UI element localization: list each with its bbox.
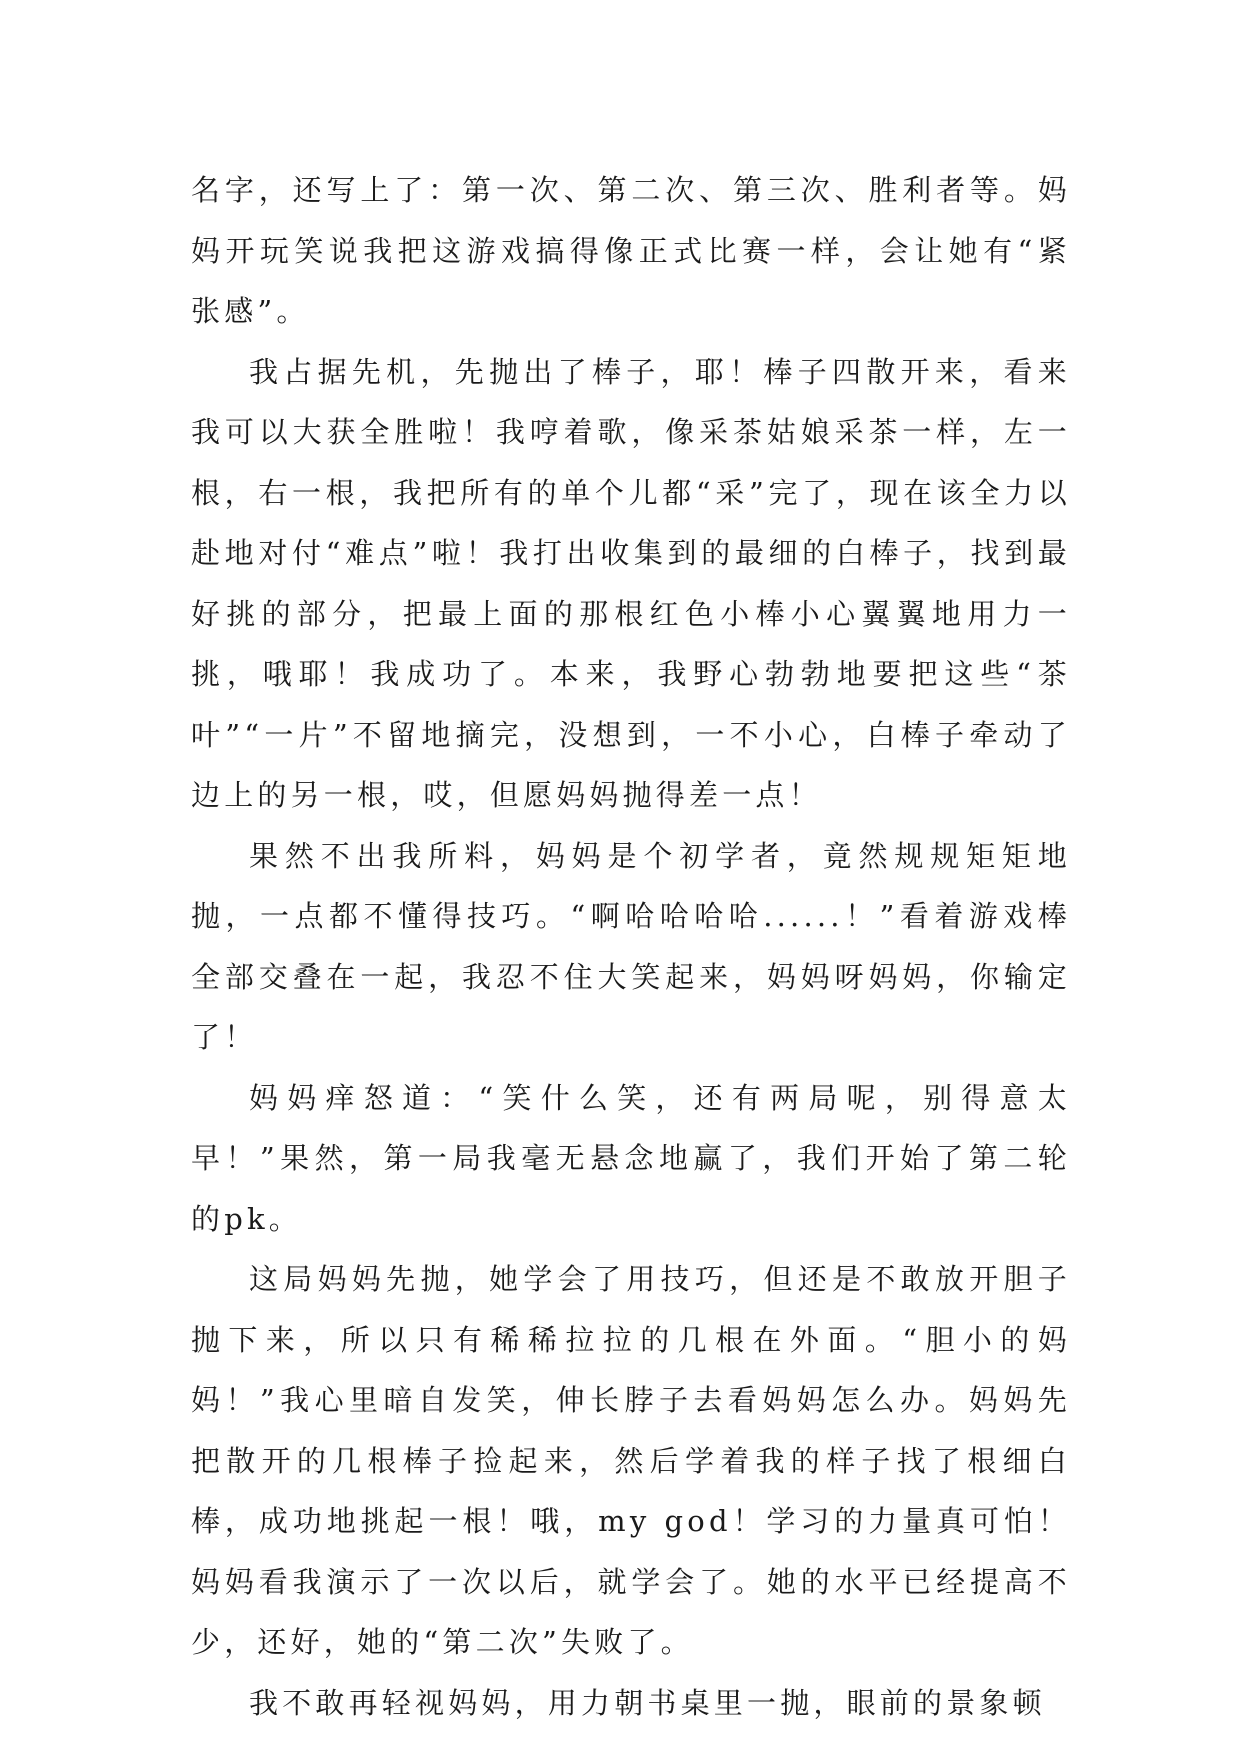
paragraph-3: 果然不出我所料，妈妈是个初学者，竟然规规矩矩地抛，一点都不懂得技巧。“啊哈哈哈哈......！”看着游戏棒全部交叠在一起，我忍不住大笑起来，妈妈呀妈妈，你输定了！	[191, 838, 1071, 1054]
paragraph-2: 我占据先机，先抛出了棒子，耶！棒子四散开来，看来我可以大获全胜啦！我哼着歌，像采茶姑娘采茶一样，左一根，右一根，我把所有的单个儿都“采”完了，现在该全力以赴地对付“难点”啦！我打出收集到的最细的白棒子，找到最好挑的部分，把最上面的那根红色小棒小心翼翼地用力一挑，哦耶！我成功了。本来，我野心勃勃地要把这些“茶叶”“一片”不留地摘完，没想到，一不小心，白棒子牵动了边上的另一根，哎，但愿妈妈抛得差一点！	[191, 354, 1071, 812]
paragraph-1: 名字，还写上了：第一次、第二次、第三次、胜利者等。妈妈开玩笑说我把这游戏搞得像正式比赛一样，会让她有“紧张感”。	[191, 173, 1071, 328]
paragraph-5: 这局妈妈先抛，她学会了用技巧，但还是不敢放开胆子抛下来，所以只有稀稀拉拉的几根在外面。“胆小的妈妈！”我心里暗自发笑，伸长脖子去看妈妈怎么办。妈妈先把散开的几根棒子捡起来，然后学着我的样子找了根细白棒，成功地挑起一根！哦，my god！学习的力量真可怕！妈妈看我演示了一次以后，就学会了。她的水平已经提高不少，还好，她的“第二次”失败了。	[191, 1262, 1071, 1659]
document-body	[191, 160, 1071, 1733]
paragraph-6: 我不敢再轻视妈妈，用力朝书桌里一抛，眼前的景象顿	[249, 1685, 1046, 1720]
paragraph-4: 妈妈痒怒道：“笑什么笑，还有两局呢，别得意太早！”果然，第一局我毫无悬念地赢了，我们开始了第二轮的pk。	[191, 1080, 1071, 1236]
